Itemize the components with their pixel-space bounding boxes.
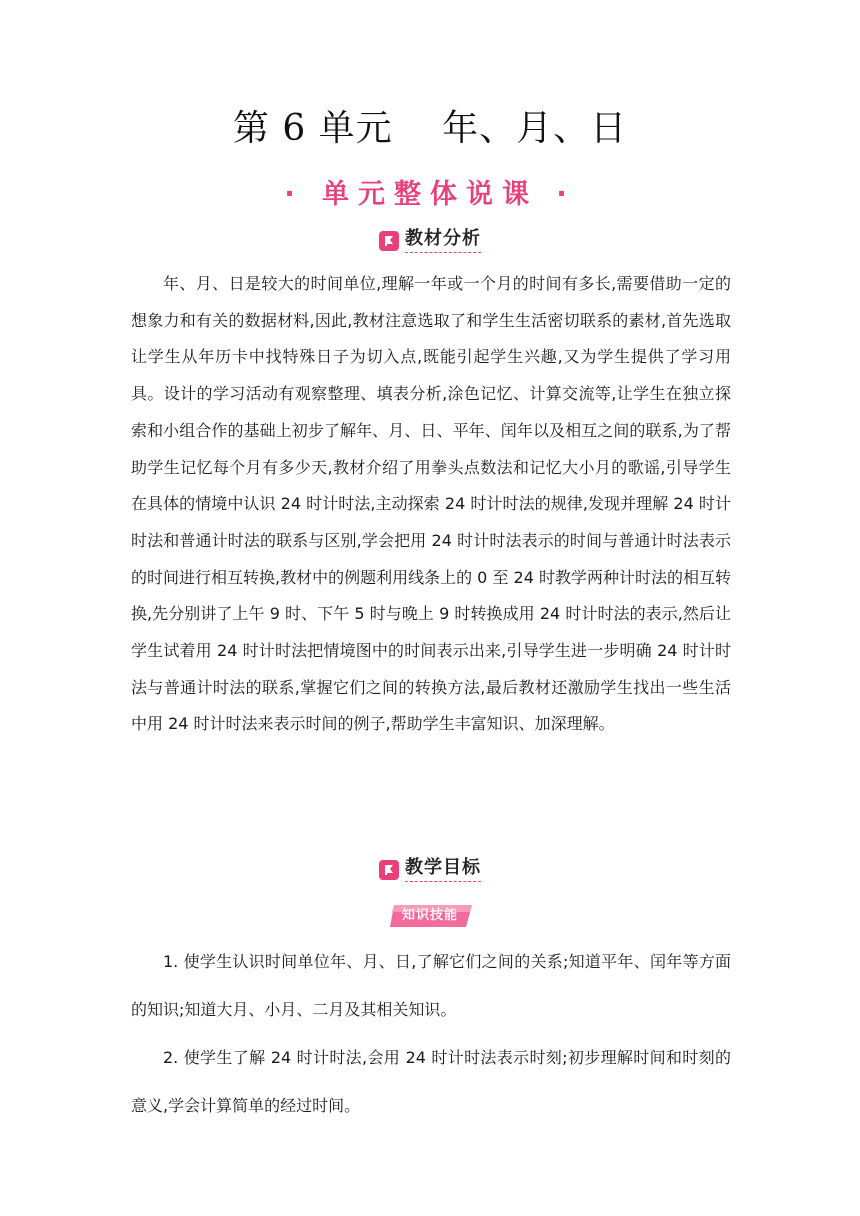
analysis-paragraph: 年、月、日是较大的时间单位,理解一年或一个月的时间有多长,需要借助一定的想象力和有关的数据材料,因此,教材注意选取了和学生生活密切联系的素材,首先选取让学生从年历卡中找特殊日子为切入点,既能引起学生兴趣,又为学生提供了学习用具。设计的学习活动有观察整理、填表分析,涂色记忆、计算交流等,让学生在独立探索和小组合作的基础上初步了解年、月、日、平年、闰年以及相互之间的联系,为了帮助学生记忆每个月有多少天,教材介绍了用拳头点数法和记忆大小月的歌谣,引导学生在具体的情境中认识 24 时计时法,主动探索 24 时计时法的规律,发现并理解 24 时计时法和普通计时法的联系与区别,学会把用 24 时计时法表示的时间与普通计时法表示的时间进行相互转换,教材中的例题利用线条上的 0 至 24 时教学两种计时法的相互转换,先分别讲了上午 9 时、下午 5 时与晚上 9 时转换成用 24 时计时法的表示,然后让学生试着用 24 时计时法把情境图中的时间表示出来,引导学生进一步明确 24 时计时法与普通计时法的联系,掌握它们之间的转换方法,最后教材还激励学生找出一些生活中用 24 时计时法来表示时间的例子,帮助学生丰富知识、加深理解。 bbox=[131, 274, 731, 734]
goals-heading-label: 教学目标 bbox=[405, 857, 481, 882]
bookmark-icon bbox=[379, 231, 399, 251]
bookmark-icon bbox=[379, 860, 399, 880]
knowledge-skills-tag bbox=[390, 905, 472, 927]
tag-label: 知识技能 bbox=[401, 908, 458, 923]
goal-item: 2. 使学生了解 24 时计时法,会用 24 时计时法表示时刻;初步理解时间和时刻的意义,学会计算简单的经过时间。 bbox=[131, 1048, 731, 1115]
analysis-heading-label: 教材分析 bbox=[405, 228, 481, 253]
section-band-title: · 单元整体说课 · bbox=[284, 179, 576, 210]
analysis-heading bbox=[0, 228, 860, 253]
goals-heading bbox=[0, 857, 860, 882]
unit-title: 第 6 单元 年、月、日 bbox=[232, 108, 628, 149]
goal-item: 1. 使学生认识时间单位年、月、日,了解它们之间的关系;知道平年、闰年等方面的知识;知道大月、小月、二月及其相关知识。 bbox=[131, 952, 731, 1019]
